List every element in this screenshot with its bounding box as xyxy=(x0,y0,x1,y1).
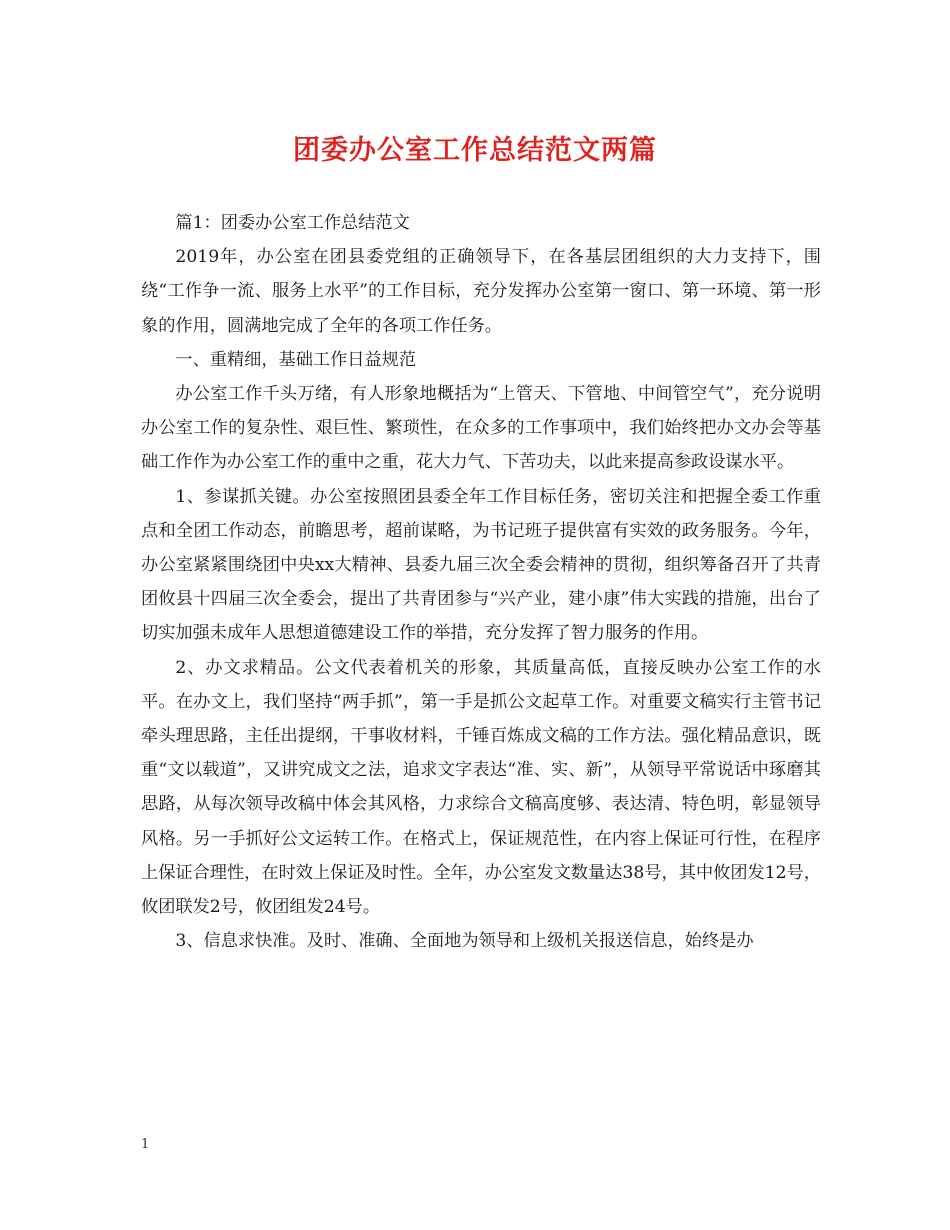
document-body xyxy=(141,206,821,958)
paragraph: 3、信息求快准。及时、准确、全面地为领导和上级机关报送信息，始终是办 xyxy=(175,931,754,952)
paragraph: 1、参谋抓关键。办公室按照团县委全年工作目标任务，密切关注和把握全委工作重点和全团工作动态，前瞻思考，超前谋略，为书记班子提供富有实效的政务服务。今年，办公室紧紧围绕团中央xx大精神、县委九届三次全委会精神的贯彻，组织筹备召开了共青团攸县十四届三次全委会，提出了共青团参与“兴产业，建小康”伟大实践的措施，出台了切实加强未成年人思想道德建设工作的举措，充分发挥了智力服务的作用。 xyxy=(141,486,821,644)
document-title: 团委办公室工作总结范文两篇 xyxy=(293,135,657,166)
subsection-heading: 一、重精细，基础工作日益规范 xyxy=(175,349,417,370)
paragraph: 2、办文求精品。公文代表着机关的形象，其质量高低，直接反映办公室工作的水平。在办文上，我们坚持“两手抓”，第一手是抓公文起草工作。对重要文稿实行主管书记牵头理思路，主任出提纲，干事收材料，千锤百炼成文稿的工作方法。强化精品意识，既重“文以载道”，又讲究成文之法，追求文字表达“准、实、新”，从领导平常说话中琢磨其思路，从每次领导改稿中体会其风格，力求综合文稿高度够、表达清、特色明，彰显领导风格。另一手抓好公文运转工作。在格式上，保证规范性，在内容上保证可行性，在程序上保证合理性，在时效上保证及时性。全年，办公室发文数量达38号，其中攸团发12号，攸团联发2号，攸团组发24号。 xyxy=(141,657,821,918)
paragraph: 办公室工作千头万绪，有人形象地概括为“上管天、下管地、中间管空气”，充分说明办公室工作的复杂性、艰巨性、繁琐性，在众多的工作事项中，我们始终把办文办会等基础工作作为办公室工作的重中之重，花大力气、下苦功夫，以此来提高参政设谋水平。 xyxy=(141,384,821,473)
page-number: 1 xyxy=(141,1137,150,1152)
paragraph: 2019年，办公室在团县委党组的正确领导下，在各基层团组织的大力支持下，围绕“工作争一流、服务上水平”的工作目标，充分发挥办公室第一窗口、第一环境、第一形象的作用，圆满地完成了全年的各项工作任务。 xyxy=(141,247,821,336)
section-heading: 篇1：团委办公室工作总结范文 xyxy=(175,213,410,233)
